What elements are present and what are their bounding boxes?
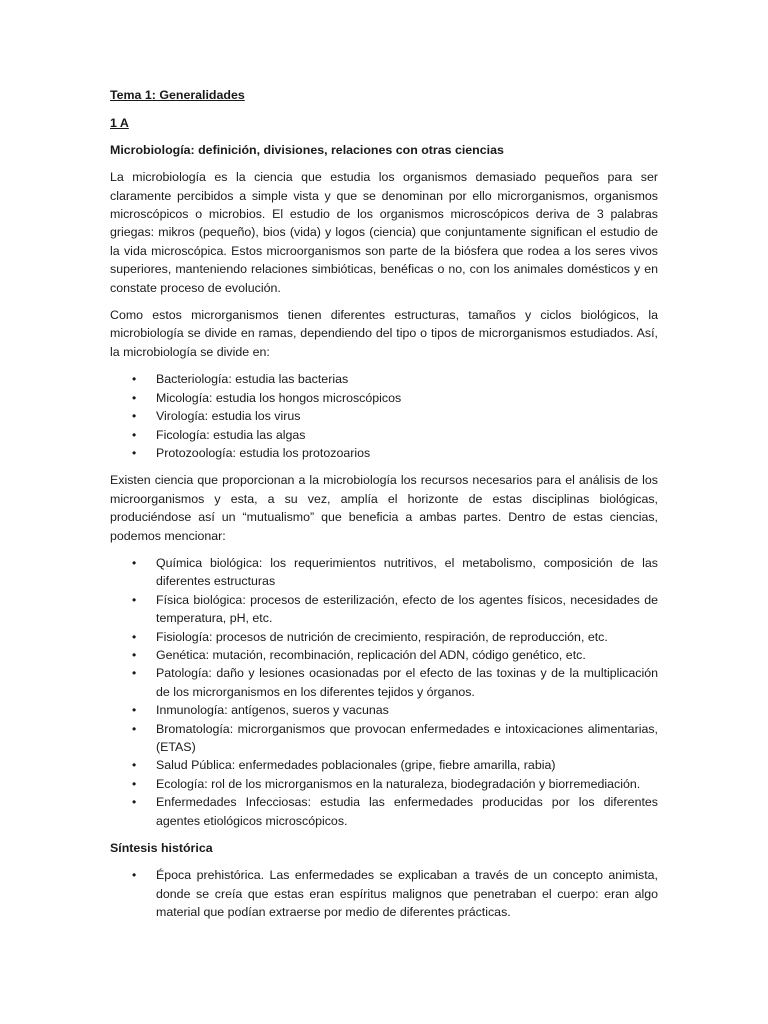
list-item <box>110 793 658 830</box>
related-sciences-list <box>110 554 658 830</box>
bullet-icon: • <box>132 555 137 570</box>
bullet-icon: • <box>132 795 137 810</box>
list-item <box>110 664 658 701</box>
bullet-icon: • <box>132 868 137 883</box>
paragraph-divisions: Como estos microrganismos tienen diferentes estructuras, tamaños y ciclos biológicos, la microbiología se divide en ramas, dependiendo del tipo o tipos de microrganismos estudiados. Así, la microbiología se divide en: <box>110 308 658 359</box>
list-item-text: Micología: estudia los hongos microscópicos <box>156 390 402 405</box>
bullet-icon: • <box>132 647 137 662</box>
list-item-text: Virología: estudia los virus <box>156 409 301 424</box>
paragraph-definition: La microbiología es la ciencia que estudia los organismos demasiado pequeños para ser claramente percibidos a simple vista y que se denominan por ello microrganismos, organismos microscópicos o microbios. El estudio de los organismos microscópicos deriva de 3 palabras griegas: mikros (pequeño), bios (vida) y logos (ciencia) que conjuntamente significan el estudio de la vida microscópica. Estos microorganismos son parte de la biósfera que rodea a los seres vivos superiores, manteniendo relaciones simbióticas, benéficas o no, con los animales domésticos y en constate proceso de evolución. <box>110 170 658 295</box>
list-item <box>110 775 658 793</box>
bullet-icon: • <box>132 776 137 791</box>
list-item <box>110 370 658 388</box>
bullet-icon: • <box>132 721 137 736</box>
list-item <box>110 426 658 444</box>
list-item <box>110 756 658 774</box>
list-item <box>110 628 658 646</box>
bullet-icon: • <box>132 372 137 387</box>
list-item-text: Ficología: estudia las algas <box>156 427 306 442</box>
list-item <box>110 407 658 425</box>
list-item <box>110 591 658 628</box>
list-item <box>110 720 658 757</box>
list-item <box>110 389 658 407</box>
list-item <box>110 866 658 921</box>
bullet-icon: • <box>132 666 137 681</box>
list-item-text: Salud Pública: enfermedades poblacionales (gripe, fiebre amarilla, rabia) <box>156 758 556 773</box>
list-item-text: Ecología: rol de los microrganismos en la naturaleza, biodegradación y biorremediación. <box>156 776 641 791</box>
list-item <box>110 701 658 719</box>
list-item <box>110 444 658 462</box>
history-heading: Síntesis histórica <box>110 841 213 856</box>
list-item-text: Genética: mutación, recombinación, replicación del ADN, código genético, etc. <box>156 647 586 662</box>
bullet-icon: • <box>132 629 137 644</box>
bullet-icon: • <box>132 592 137 607</box>
bullet-icon: • <box>132 703 137 718</box>
bullet-icon: • <box>132 758 137 773</box>
list-item-text: Física biológica: procesos de esterilización, efecto de los agentes físicos, necesidades de temperatura, pH, etc. <box>156 592 658 626</box>
document-title: Tema 1: Generalidades <box>110 88 245 102</box>
list-item-text: Inmunología: antígenos, sueros y vacunas <box>156 703 389 718</box>
section-code: 1 A <box>110 116 129 131</box>
history-list <box>110 866 658 921</box>
list-item-text: Enfermedades Infecciosas: estudia las enfermedades producidas por los diferentes agentes etiológicos microscópicos. <box>156 795 658 828</box>
bullet-icon: • <box>132 427 137 442</box>
list-item-text: Bromatología: microrganismos que provocan enfermedades e intoxicaciones alimentarias, (ETAS) <box>156 721 658 754</box>
list-item-text: Protozoología: estudia los protozoarios <box>156 445 371 460</box>
section-heading: Microbiología: definición, divisiones, relaciones con otras ciencias <box>110 142 504 157</box>
list-item-text: Química biológica: los requerimientos nutritivos, el metabolismo, composición de las diferentes estructuras <box>156 555 658 589</box>
bullet-icon: • <box>132 390 137 405</box>
bullet-icon: • <box>132 445 137 460</box>
list-item <box>110 646 658 664</box>
paragraph-related-sciences: Existen ciencia que proporcionan a la microbiología los recursos necesarios para el análisis de los microorganismos y esta, a su vez, amplía el horizonte de estas disciplinas biológicas, produciéndose así un “mutualismo” que beneficia a ambas partes. Dentro de estas ciencias, podemos mencionar: <box>110 473 658 543</box>
list-item-text: Bacteriología: estudia las bacterias <box>156 372 349 387</box>
list-item-text: Patología: daño y lesiones ocasionadas por el efecto de las toxinas y de la multiplicación de los microrganismos en los diferentes tejidos y órganos. <box>156 666 658 699</box>
branches-list <box>110 370 658 462</box>
list-item-text: Época prehistórica. Las enfermedades se explicaban a través de un concepto animista, donde se creía que estas eran espíritus malignos que penetraban el cuerpo: eran algo material que podían extraerse por medio de diferentes prácticas. <box>156 868 658 920</box>
list-item <box>110 554 658 591</box>
list-item-text: Fisiología: procesos de nutrición de crecimiento, respiración, de reproducción, etc. <box>156 629 608 644</box>
bullet-icon: • <box>132 409 137 424</box>
